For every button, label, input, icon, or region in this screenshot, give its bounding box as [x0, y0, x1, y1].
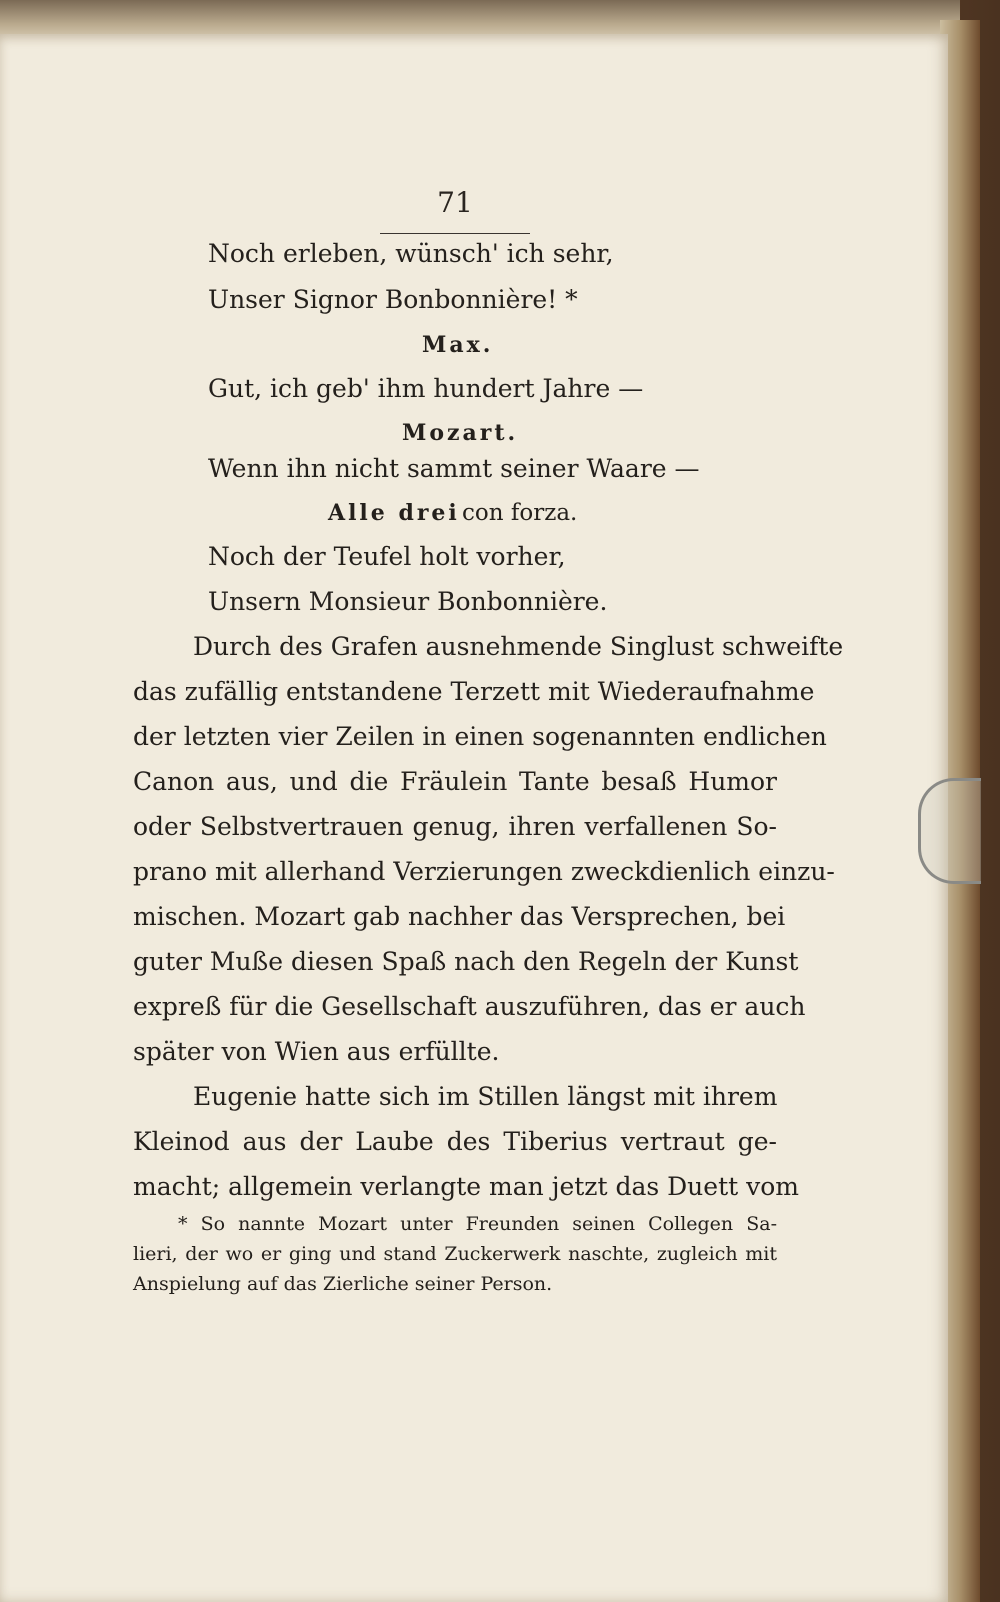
prose-line: Canon aus, und die Fräulein Tante besaß Humor	[133, 767, 777, 796]
performance-direction: con forza.	[462, 500, 578, 526]
book-page	[0, 34, 948, 1602]
prose-line: das zufällig entstandene Terzett mit Wiederaufnahme	[133, 677, 815, 706]
footnote-line: * So nannte Mozart unter Freunden seinen Collegen Sa-	[178, 1213, 777, 1235]
prose-line: Durch des Grafen ausnehmende Singlust schweifte	[193, 632, 844, 661]
prose-line: der letzten vier Zeilen in einen sogenannten endlichen	[133, 722, 827, 751]
prose-line: Eugenie hatte sich im Stillen längst mit ihrem	[193, 1082, 778, 1111]
page-number-rule	[380, 233, 530, 234]
prose-line: guter Muße diesen Spaß nach den Regeln der Kunst	[133, 947, 799, 976]
footnote-line: Anspielung auf das Zierliche seiner Person.	[133, 1273, 553, 1295]
prose-line: oder Selbstvertrauen genug, ihren verfallenen So-	[133, 812, 777, 841]
speaker-name: Mozart.	[402, 420, 519, 446]
footnote-line: lieri, der wo er ging und stand Zuckerwerk naschte, zugleich mit	[133, 1243, 777, 1265]
verse-line: Unser Signor Bonbonnière! *	[208, 285, 578, 314]
speaker-name: Alle drei	[328, 500, 460, 526]
verse-line: Wenn ihn nicht sammt seiner Waare —	[208, 454, 700, 483]
speaker-name: Max.	[422, 332, 494, 358]
prose-line: expreß für die Gesellschaft auszuführen, das er auch	[133, 992, 806, 1021]
prose-line: mischen. Mozart gab nachher das Versprechen, bei	[133, 902, 786, 931]
page-clip	[918, 778, 981, 884]
verse-line: Gut, ich geb' ihm hundert Jahre —	[208, 374, 644, 403]
prose-line: prano mit allerhand Verzierungen zweckdienlich einzu-	[133, 857, 835, 886]
page-number: 71	[437, 186, 473, 219]
verse-line: Noch der Teufel holt vorher,	[208, 542, 566, 571]
page-text	[0, 34, 948, 1602]
verse-line: Unsern Monsieur Bonbonnière.	[208, 587, 608, 616]
prose-line: Kleinod aus der Laube des Tiberius vertraut ge-	[133, 1127, 777, 1156]
verse-line: Noch erleben, wünsch' ich sehr,	[208, 239, 614, 268]
prose-line: später von Wien aus erfüllte.	[133, 1037, 500, 1066]
prose-line: macht; allgemein verlangte man jetzt das Duett vom	[133, 1172, 799, 1201]
